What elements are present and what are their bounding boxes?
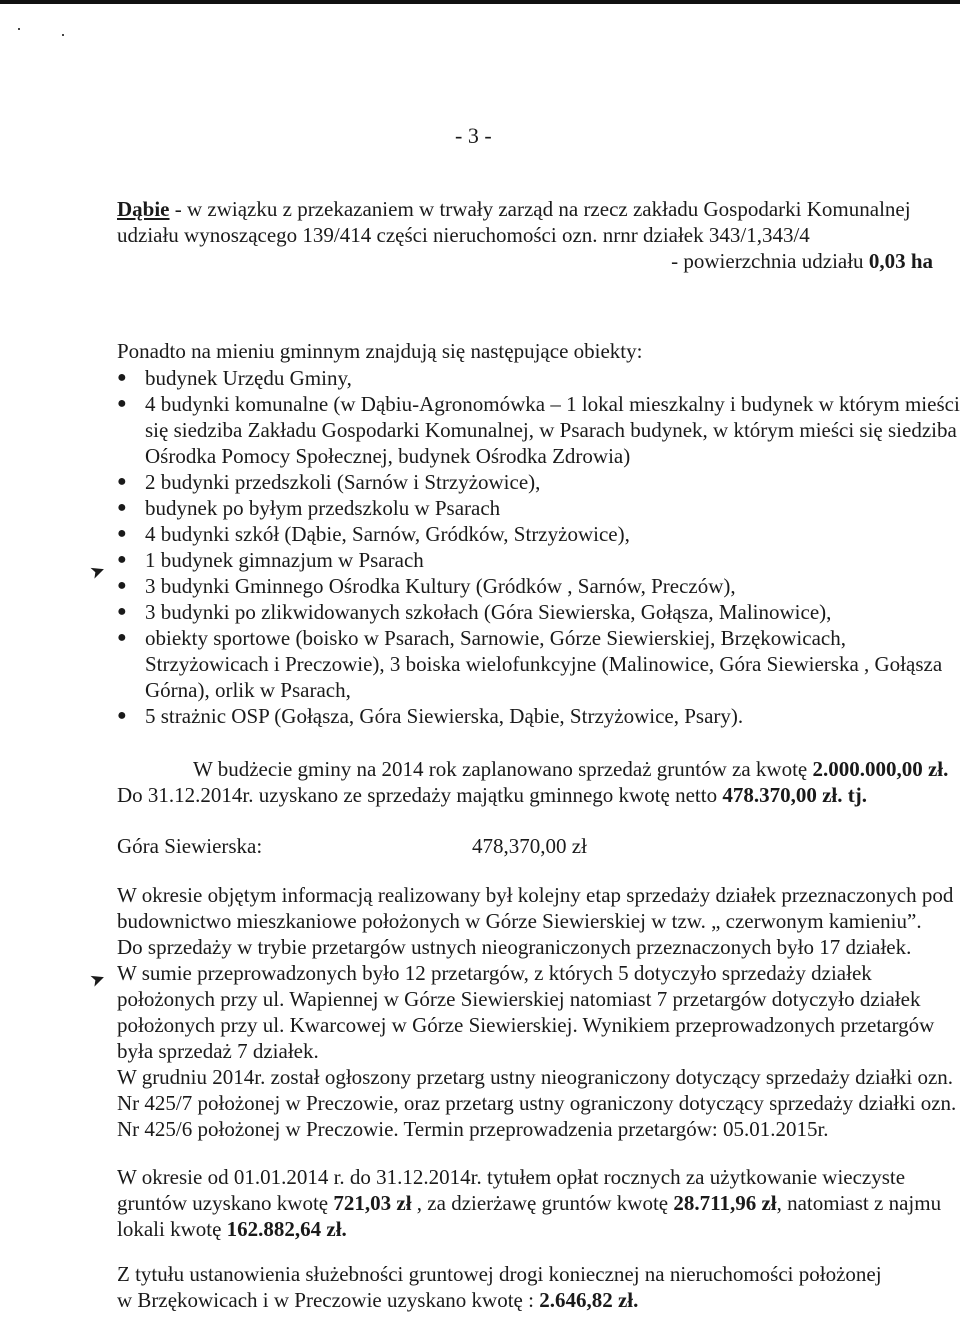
budget-line-2: [117, 782, 947, 808]
margin-mark: ➤: [87, 559, 109, 583]
bullet-icon: ●: [117, 551, 127, 568]
fees-line-3-text: lokali kwotę: [117, 1217, 227, 1241]
intro-line-1: [117, 196, 947, 222]
object-list-item: [117, 625, 947, 703]
summary-value: 478,370,00 zł: [472, 834, 587, 858]
bullet-icon: ●: [117, 603, 127, 620]
fees-rent-text: , natomiast z najmu: [776, 1191, 942, 1215]
object-list-item: [117, 391, 960, 469]
scan-top-border: [0, 0, 960, 4]
easement-paragraph: [117, 1261, 947, 1313]
object-list-item: [117, 469, 947, 495]
budget-obtained-value: 478.370,00 zł. tj.: [722, 783, 868, 807]
object-list-item-line: budynek po byłym przedszkolu w Psarach: [145, 496, 501, 520]
summary-row: [117, 833, 947, 859]
budget-line-1: [117, 756, 947, 782]
fees-line-1: W okresie od 01.01.2014 r. do 31.12.2014r. tytułem opłat rocznych za użytkowanie wieczyste: [117, 1165, 906, 1189]
object-list-item: [117, 703, 947, 729]
easement-line-2: [117, 1287, 947, 1313]
object-list-item-line: 4 budynki komunalne (w Dąbiu-Agronomówka – 1 lokal mieszkalny i budynek w którym mieści: [145, 392, 960, 416]
bullet-icon: ●: [117, 395, 127, 412]
objects-section: [117, 338, 960, 729]
bullet-icon: ●: [117, 525, 127, 542]
object-list-item: [117, 365, 947, 391]
bullet-icon: ●: [117, 707, 127, 724]
objects-list: [117, 365, 960, 729]
object-list-item-line: 4 budynki szkół (Dąbie, Sarnów, Gródków, Strzyżowice),: [145, 522, 630, 546]
object-list-item-line: obiekty sportowe (boisko w Psarach, Sarnowie, Górze Siewierskiej, Brzękowicach,: [145, 626, 846, 650]
sales-line: Do sprzedaży w trybie przetargów ustnych nieograniczonych przeznaczonych było 17 działek.: [117, 935, 912, 959]
bullet-icon: ●: [117, 577, 127, 594]
object-list-item-line: Górna), orlik w Psarach,: [145, 678, 351, 702]
sales-line: Nr 425/7 położonej w Preczowie, oraz przetarg ustny ograniczony dotyczący sprzedaży działki ozn.: [117, 1091, 957, 1115]
object-list-item-line: 5 strażnic OSP (Gołąsza, Góra Siewierska, Dąbie, Strzyżowice, Psary).: [145, 704, 744, 728]
object-list-item-line: budynek Urzędu Gminy,: [145, 366, 352, 390]
sales-line: W grudniu 2014r. został ogłoszony przetarg ustny nieograniczony dotyczący sprzedaży działki ozn.: [117, 1065, 954, 1089]
object-list-item-line: 2 budynki przedszkoli (Sarnów i Strzyżowice),: [145, 470, 541, 494]
summary-label: Góra Siewierska:: [117, 834, 263, 858]
scan-speck: [18, 28, 20, 30]
easement-line-2-text: w Brzękowicach i w Preczowie uzyskano kwotę :: [117, 1288, 540, 1312]
object-list-item: [117, 521, 947, 547]
sales-line: W okresie objętym informacją realizowany był kolejny etap sprzedaży działek przeznaczonych pod: [117, 883, 954, 907]
fees-paragraph: [117, 1164, 947, 1242]
sales-line: była sprzedaż 7 działek.: [117, 1039, 319, 1063]
intro-line-1-text: - w związku z przekazaniem w trwały zarząd na rzecz zakładu Gospodarki Komunalnej: [169, 197, 911, 221]
margin-mark: ➤: [87, 967, 109, 991]
object-list-item: [117, 573, 947, 599]
easement-value: 2.646,82 zł.: [539, 1288, 639, 1312]
sales-line: Nr 425/6 położonej w Preczowie. Termin przeprowadzenia przetargów: 05.01.2015r.: [117, 1117, 829, 1141]
sales-line: budownictwo mieszkaniowe położonych w Górze Siewierskiej w tzw. „ czerwonym kamieniu”.: [117, 909, 922, 933]
fees-lease-value: 28.711,96 zł: [673, 1191, 777, 1215]
object-list-item: [117, 599, 947, 625]
object-list-item-line: 1 budynek gimnazjum w Psarach: [145, 548, 424, 572]
intro-line-2: udziału wynoszącego 139/414 części nieruchomości ozn. nrnr działek 343/1,343/4: [117, 223, 810, 247]
budget-planned-value: 2.000.000,00 zł.: [812, 757, 949, 781]
bullet-icon: ●: [117, 499, 127, 516]
objects-heading: Ponadto na mieniu gminnym znajdują się następujące obiekty:: [117, 339, 643, 363]
fees-line-3: [117, 1216, 947, 1242]
intro-area-line: [117, 248, 947, 274]
bullet-icon: ●: [117, 369, 127, 386]
intro-place: Dąbie: [117, 197, 170, 221]
bullet-icon: ●: [117, 629, 127, 646]
budget-line-2-text: Do 31.12.2014r. uzyskano ze sprzedaży majątku gminnego kwotę netto: [117, 783, 723, 807]
object-list-item-line: 3 budynki Gminnego Ośrodka Kultury (Gródków , Sarnów, Preczów),: [145, 574, 736, 598]
fees-line-2: [117, 1190, 947, 1216]
sales-line: W sumie przeprowadzonych było 12 przetargów, z których 5 dotyczyło sprzedaży działek: [117, 961, 872, 985]
object-list-item-line: się siedziba Zakładu Gospodarki Komunalnej, w Psarach budynek, w którym mieści się siedziba: [145, 418, 957, 442]
object-list-item: [117, 547, 947, 573]
intro-area-value: 0,03 ha: [868, 249, 933, 273]
intro-paragraph: [117, 196, 947, 274]
object-list-item: [117, 495, 947, 521]
budget-line-1-text: W budżecie gminy na 2014 rok zaplanowano sprzedaż gruntów za kwotę: [193, 757, 813, 781]
intro-area-label: - powierzchnia udziału: [671, 249, 869, 273]
fees-lease-text: , za dzierżawę gruntów kwotę: [411, 1191, 674, 1215]
fees-line-2-text: gruntów uzyskano kwotę: [117, 1191, 334, 1215]
object-list-item-line: 3 budynki po zlikwidowanych szkołach (Góra Siewierska, Gołąsza, Malinowice),: [145, 600, 832, 624]
budget-paragraph: [117, 756, 947, 808]
object-list-item-line: Ośrodka Pomocy Społecznej, budynek Ośrodka Zdrowia): [145, 444, 631, 468]
sales-line: położonych przy ul. Kwarcowej w Górze Siewierskiej. Wynikiem przeprowadzonych przetargów: [117, 1013, 935, 1037]
sales-paragraph: [117, 882, 957, 1142]
fees-rent-value: 162.882,64 zł.: [226, 1217, 347, 1241]
object-list-item-line: Strzyżowicach i Preczowie), 3 boiska wielofunkcyjne (Malinowice, Góra Siewierska , Gołąsza: [145, 652, 943, 676]
fees-perpetual-usufruct-value: 721,03 zł: [333, 1191, 412, 1215]
scan-speck: [62, 34, 64, 36]
easement-line-1: Z tytułu ustanowienia służebności gruntowej drogi koniecznej na nieruchomości położonej: [117, 1262, 882, 1286]
sales-line: położonych przy ul. Wapiennej w Górze Siewierskiej natomiast 7 przetargów dotyczyło działek: [117, 987, 921, 1011]
bullet-icon: ●: [117, 473, 127, 490]
page-number: - 3 -: [455, 123, 492, 148]
